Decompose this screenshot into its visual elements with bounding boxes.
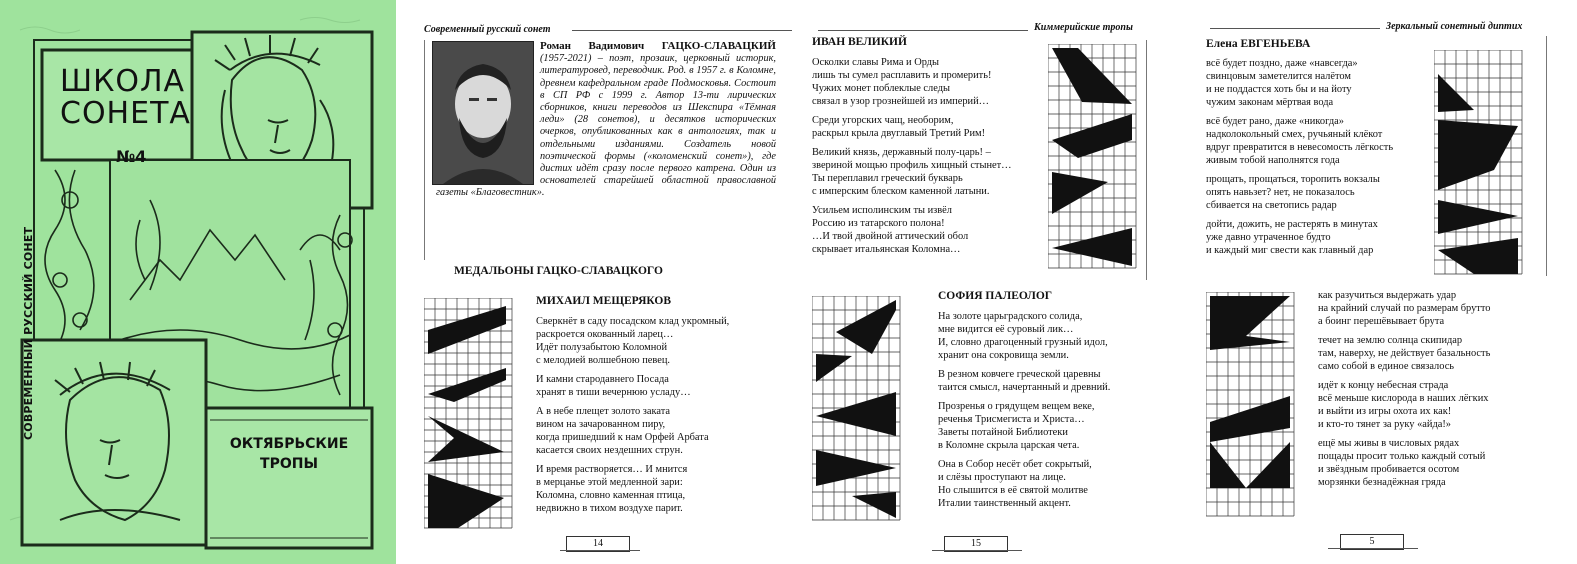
poem-line: и каждый миг свести как главный дар	[1206, 245, 1374, 256]
ornament-grid-p15-bottom	[812, 296, 904, 527]
poem-line: на крайний случай по размерам брутто	[1318, 303, 1491, 314]
section-title: МЕДАЛЬОНЫ ГАЦКО-СЛАВАЦКОГО	[454, 265, 663, 277]
poem-line: Италии таинственный акцент.	[938, 498, 1071, 509]
poem-line: В резном ковчеге греческой царевны	[938, 369, 1101, 380]
poem2-title-p15: СОФИЯ ПАЛЕОЛОГ	[938, 290, 1053, 302]
zigzag-grid-graphic	[1206, 292, 1298, 518]
poem-line: всё будет рано, даже «никогда»	[1206, 116, 1344, 127]
author-bio-block	[436, 40, 776, 200]
poem-line: касается своих нездешних струн.	[536, 445, 683, 456]
poem-line: недвижно в тихом воздухе парит.	[536, 503, 683, 514]
page-number-15: 15	[944, 536, 1008, 552]
poem-line: Великий князь, державный полу-царь! –	[812, 147, 991, 158]
poem-line: хранит она сокровища земли.	[938, 350, 1069, 361]
stanza	[1318, 379, 1543, 431]
poem-line: И время растворяется… И мнится	[536, 464, 688, 475]
stanza	[812, 56, 1047, 108]
poem-line: Заветы потайной Библиотеки	[938, 427, 1068, 438]
page14-left-rule	[424, 40, 425, 260]
ornament-grid-p15-top	[1048, 44, 1138, 275]
stanza	[938, 368, 1143, 394]
poem-line: …И твой двойной аттический обол	[812, 231, 969, 242]
stanza	[536, 405, 786, 457]
ornament-grid-p14	[424, 298, 514, 535]
cover-title-line2: СОНЕТА	[60, 96, 191, 131]
poem-top-p5	[1206, 57, 1431, 263]
poem-line: и не поддастся хоть бы и на йоту	[1206, 84, 1352, 95]
stanza	[536, 373, 786, 399]
cover-title	[60, 66, 190, 130]
poem-line: всё меньше кислорода в наших лёгких	[1318, 393, 1489, 404]
poem-line: там, наверху, не действует базальность	[1318, 348, 1491, 359]
page5-header-rule	[1210, 28, 1380, 29]
poem-line: Сверкнёт в саду посадском клад укромный,	[536, 316, 730, 327]
poem-line: прощать, прощаться, торопить вокзалы	[1206, 174, 1380, 185]
poem-line: скрывает итальянская Коломна…	[812, 244, 961, 255]
poem-bottom-p5	[1318, 289, 1543, 495]
poem-line: в Коломне скрыла царская чета.	[938, 440, 1080, 451]
stanza	[812, 204, 1047, 256]
stanza	[938, 458, 1143, 510]
poem-line: течет на землю солнца скипидар	[1318, 335, 1463, 346]
poem-line: опять навьзет? нет, не показалось	[1206, 187, 1355, 198]
poem-body-p14	[536, 315, 786, 521]
stanza	[1318, 437, 1543, 489]
poem-line: дойти, дожить, не растерять в минутах	[1206, 219, 1378, 230]
poem-line: раскроется окованный ларец…	[536, 329, 674, 340]
poem-line: и звёздным пробивается осотом	[1318, 464, 1460, 475]
poem-line: ещё мы живы в числовых рядах	[1318, 438, 1460, 449]
cover-subtitle-line2: ТРОПЫ	[260, 456, 318, 472]
stanza	[938, 400, 1143, 452]
zigzag-grid-graphic	[812, 296, 904, 522]
page-number-14: 14	[566, 536, 630, 552]
stanza	[1206, 115, 1431, 167]
zigzag-grid-graphic	[1048, 44, 1138, 270]
stanza	[1206, 218, 1431, 257]
poem-line: Чужих монет поблеклые следы	[812, 83, 950, 94]
poem-title-p14: МИХАИЛ МЕЩЕРЯКОВ	[536, 295, 672, 307]
poem-line: само собой в единое связалось	[1318, 361, 1455, 372]
page14-header: Современный русский сонет	[424, 24, 551, 35]
poem-line: Прозренья о грядущем вещем веке,	[938, 401, 1095, 412]
author-bio: (1957-2021) – поэт, прозаик, церковный историк, литературовед, переводчик. Род. в 1957 г. в Коломне, древнем кафедральном граде Подмосковья. Состоит в СП РФ с 1999 г. Автор 13-ти лирических сборников, книги переводов из Шекспира «Тёмная леди» (28 сонетов), и десятков исторических очерков, опубликованных как в антологиях, так и отдельными изданиями. Создатель новой поэтической формы («коломенский сонет»), где дистих идёт сразу после первого катрена. Один из основателей старейшей областной православной газеты «Благовестник».	[436, 53, 776, 199]
poem-line: сбивается на светопись радар	[1206, 200, 1337, 211]
poem-line: И, словно драгоценный грузный идол,	[938, 337, 1108, 348]
poem-line: связал в узор грознейшей из империй…	[812, 96, 990, 107]
poem-line: живым тобой наполнятся года	[1206, 155, 1340, 166]
poem-line: хранят в тиши вечернюю усладу…	[536, 387, 691, 398]
poem-line: надколокольный смех, ручьяный клёкот	[1206, 129, 1383, 140]
poem-line: Усильем исполинским ты извёл	[812, 205, 952, 216]
cover-subtitle	[214, 434, 364, 474]
stanza	[812, 146, 1047, 198]
cover-vertical-text: СОВРЕМЕННЫЙ РУССКИЙ СОНЕТ	[22, 226, 35, 440]
poem-line: Среди угорских чащ, необорим,	[812, 115, 954, 126]
page15-right-rule	[1146, 40, 1147, 280]
poem-line: Коломна, словно каменная птица,	[536, 490, 686, 501]
page5-right-rule	[1546, 36, 1547, 276]
stanza	[1318, 334, 1543, 373]
cover-issue-number: №4	[116, 147, 147, 166]
poem-line: Ты переплавил греческий букварь	[812, 173, 963, 184]
stanza	[536, 315, 786, 367]
poem-line: как разучиться выдержать удар	[1318, 290, 1457, 301]
poem-line: свинцовым заметелится налётом	[1206, 71, 1351, 82]
poem-line: и выйти из игры охота их как!	[1318, 406, 1452, 417]
ornament-grid-p5-top	[1434, 50, 1526, 281]
page15-header: Киммерийские тропы	[1034, 22, 1133, 33]
poem-line: морзянки безнадёжная гряда	[1318, 477, 1446, 488]
cover-subtitle-line1: ОКТЯБРЬСКИЕ	[229, 436, 349, 452]
poem-line: и слёзы проступают на лице.	[938, 472, 1066, 483]
poem-line: а боинг перешёвывает брута	[1318, 316, 1445, 327]
poem-line: реченья Трисмегиста и Христа…	[938, 414, 1085, 425]
page15-header-rule	[818, 30, 1028, 31]
stanza	[938, 310, 1143, 362]
poem-line: мне видится её суровый лик…	[938, 324, 1074, 335]
poem-line: вдруг превратится в невесомость лёгкость	[1206, 142, 1394, 153]
poem-line: уже давно утраченное будто	[1206, 232, 1331, 243]
poem-line: когда пришедший к нам Орфей Арбата	[536, 432, 709, 443]
poem1-title-p15: ИВАН ВЕЛИКИЙ	[812, 36, 907, 48]
author-name: Роман Вадимович ГАЦКО-СЛАВАЦКИЙ	[540, 40, 776, 52]
zigzag-grid-graphic	[424, 298, 514, 530]
poem-line: раскрыл крыла двуглавый Третий Рим!	[812, 128, 986, 139]
ornament-grid-p5-bottom	[1206, 292, 1298, 523]
poem-line: с мелодией волшебною певец.	[536, 355, 670, 366]
stanza	[812, 114, 1047, 140]
page5-footer-rule	[1328, 548, 1418, 549]
stanza	[1318, 289, 1543, 328]
poem-line: лишь ты сумел расплавить и промерить!	[812, 70, 992, 81]
page-number-5: 5	[1340, 534, 1404, 550]
zigzag-grid-graphic	[1434, 50, 1526, 276]
poem-line: Идёт полузабытою Коломной	[536, 342, 668, 353]
poem-line: таится смысл, начертанный и древний.	[938, 382, 1111, 393]
stanza	[1206, 57, 1431, 109]
cover-title-line1: ШКОЛА	[60, 64, 186, 99]
poem-line: Она в Собор несёт обет сокрытый,	[938, 459, 1092, 470]
page14-header-rule	[572, 30, 792, 31]
poem-line: всё будет поздно, даже «навсегда»	[1206, 58, 1358, 69]
poem2-body-p15	[938, 310, 1143, 516]
poem-line: Но слышится в её святой молитве	[938, 485, 1088, 496]
stanza	[536, 463, 786, 515]
poem-line: вином на зачарованном пиру,	[536, 419, 666, 430]
page15-footer-rule	[932, 550, 1022, 551]
stanza	[1206, 173, 1431, 212]
poem-line: Россию из татарского полона!	[812, 218, 945, 229]
poem-line: чужим законам мёртвая вода	[1206, 97, 1334, 108]
poem-line: идёт к концу небесная страда	[1318, 380, 1449, 391]
poem-line: в мерцанье этой медленной зари:	[536, 477, 683, 488]
poem-line: Осколки славы Рима и Орды	[812, 57, 940, 68]
poem-line: На золоте царьградского солида,	[938, 311, 1083, 322]
page5-header: Зеркальный сонетный диптих	[1386, 21, 1523, 32]
author-p5: Елена ЕВГЕНЬЕВА	[1206, 38, 1311, 50]
poem1-body-p15	[812, 56, 1047, 262]
poem-line: пощады просит только каждый сотый	[1318, 451, 1486, 462]
poem-line: А в небе плещет золото заката	[536, 406, 671, 417]
poem-line: и кто-то тянет за руку «айда!»	[1318, 419, 1452, 430]
page14-footer-rule	[560, 550, 640, 551]
poem-line: с имперским блеском каменной латыни.	[812, 186, 990, 197]
magazine-cover	[0, 0, 396, 564]
poem-line: звериной мощью профиль хищный стынет…	[812, 160, 1012, 171]
poem-line: И камни стародавнего Посада	[536, 374, 669, 385]
